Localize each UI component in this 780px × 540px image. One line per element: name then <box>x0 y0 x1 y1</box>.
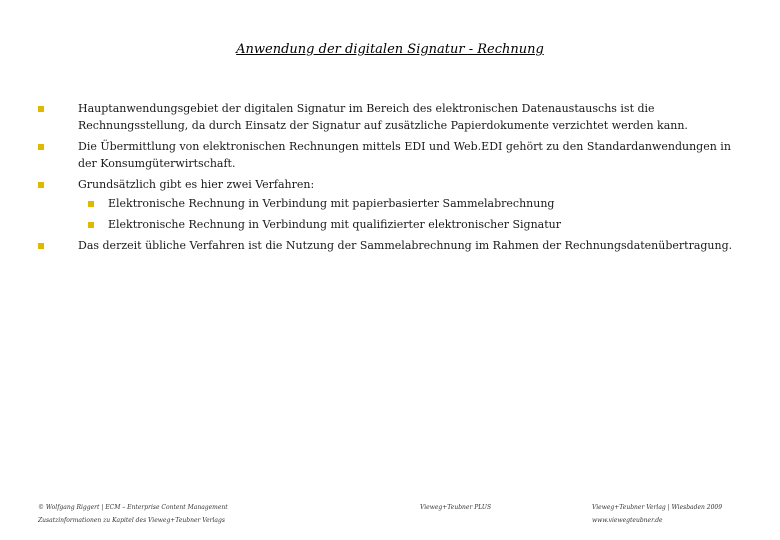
square-bullet-icon <box>88 222 94 228</box>
list-item <box>38 176 738 233</box>
footer-middle <box>420 501 540 514</box>
square-bullet-icon <box>38 106 44 112</box>
list-item-text: Hauptanwendungsgebiet der digitalen Signatur im Bereich des elektronischen Datenaustauschs ist die Rechnungsstellung, da durch Einsatz der Signatur auf zusätzliche Papierdokumente verzichtet werden kann. <box>78 102 688 132</box>
list-item-text: Grundsätzlich gibt es hier zwei Verfahren: <box>78 178 315 191</box>
footer-note: Zusatzinformationen zu Kapitel des Vieweg+Teubner Verlags <box>38 517 225 524</box>
footer-copyright: © Wolfgang Riggert | ECM – Enterprise Content Management <box>38 504 228 511</box>
footer-right <box>592 501 752 527</box>
list-item-text: Das derzeit übliche Verfahren ist die Nutzung der Sammelabrechnung im Rahmen der Rechnungsdatenübertragung. <box>78 239 733 252</box>
square-bullet-icon <box>38 243 44 249</box>
slide-title: Anwendung der digitalen Signatur - Rechnung <box>236 42 544 57</box>
sub-list-item-text: Elektronische Rechnung in Verbindung mit papierbasierter Sammelabrechnung <box>108 197 555 210</box>
footer-plus: Vieweg+Teubner PLUS <box>420 504 492 511</box>
list-item <box>38 237 738 254</box>
square-bullet-icon <box>38 182 44 188</box>
sub-list-item-text: Elektronische Rechnung in Verbindung mit qualifizierter elektronischer Signatur <box>108 218 561 231</box>
sub-list-item <box>78 216 738 233</box>
list-item <box>38 100 738 134</box>
bullet-list <box>38 100 738 258</box>
square-bullet-icon <box>38 144 44 150</box>
sub-list-item <box>78 195 738 212</box>
footer-left <box>38 501 278 527</box>
square-bullet-icon <box>88 201 94 207</box>
list-item <box>38 138 738 172</box>
footer-website[interactable]: www.viewegteubner.de <box>592 517 663 524</box>
footer-publisher: Vieweg+Teubner Verlag | Wiesbaden 2009 <box>592 504 723 511</box>
list-item-text: Die Übermittlung von elektronischen Rechnungen mittels EDI und Web.EDI gehört zu den Standardanwendungen in der Konsumgüterwirtschaft. <box>78 140 731 170</box>
